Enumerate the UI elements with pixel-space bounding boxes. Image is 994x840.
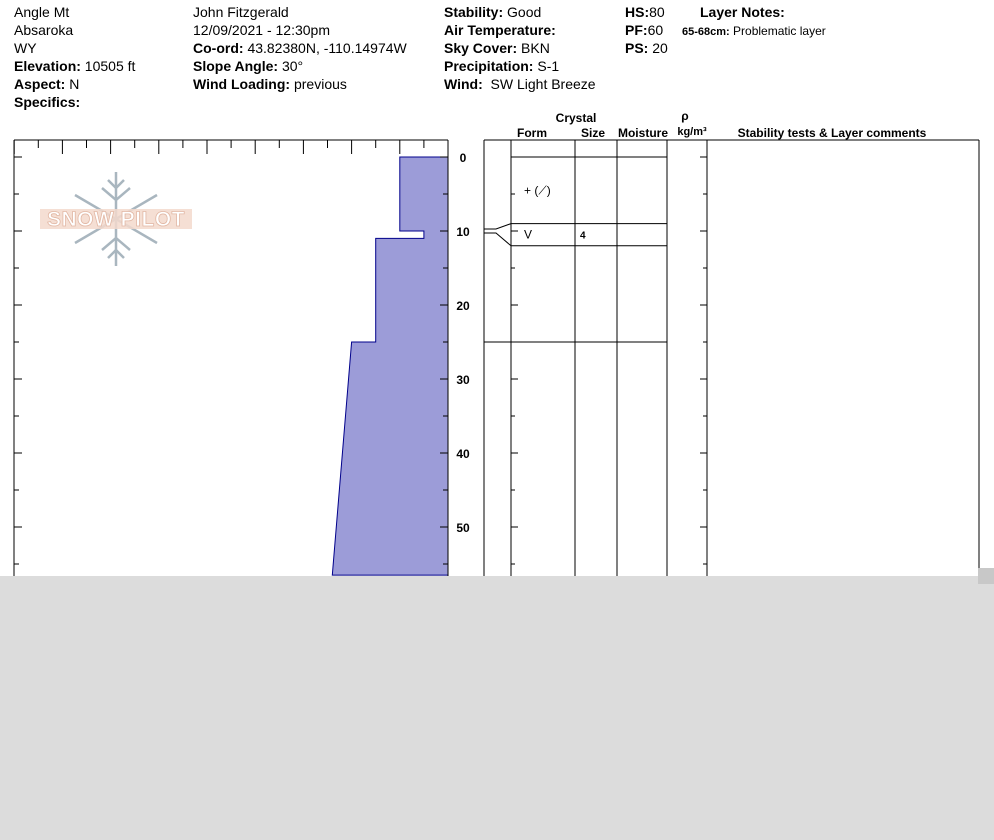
depth-tick-label: 0 bbox=[459, 151, 467, 165]
density-unit: kg/m³ bbox=[677, 126, 707, 138]
layer-note-range: 65-68cm: bbox=[682, 26, 730, 38]
scrollbar-corner[interactable] bbox=[978, 568, 994, 584]
precipitation-label: Precipitation: bbox=[444, 58, 534, 74]
location-name: Angle Mt bbox=[14, 4, 70, 20]
snowpilot-logo bbox=[40, 172, 192, 266]
aspect-value: N bbox=[69, 76, 80, 92]
grain-form-symbol: + (⟋) bbox=[524, 183, 551, 198]
stability-label: Stability: bbox=[444, 4, 504, 20]
specifics-label: Specifics: bbox=[14, 94, 81, 110]
wind-loading-value: previous bbox=[293, 76, 347, 92]
aspect-label: Aspect: bbox=[14, 76, 66, 92]
layer-cells bbox=[524, 183, 586, 241]
slope-value: 30° bbox=[281, 58, 304, 74]
layer-notes-label: Layer Notes: bbox=[700, 4, 785, 20]
ps-label: PS: bbox=[625, 40, 649, 56]
hardness-profile-area bbox=[332, 157, 448, 575]
grain-size-value: 4 bbox=[580, 230, 586, 242]
hs-value: 80 bbox=[649, 4, 665, 20]
layer-connector bbox=[484, 224, 511, 229]
comments-header: Stability tests & Layer comments bbox=[737, 126, 927, 140]
pf-value: 60 bbox=[647, 22, 664, 38]
form-header: Form bbox=[517, 126, 547, 140]
size-header: Size bbox=[580, 126, 606, 140]
depth-tick-label: 30 bbox=[456, 373, 470, 387]
grain-form-symbol: V bbox=[524, 227, 533, 242]
wind-loading-label: Wind Loading: bbox=[193, 76, 291, 92]
elevation-label: Elevation: bbox=[14, 58, 81, 74]
depth-tick-label: 40 bbox=[456, 447, 470, 461]
observation-datetime: 12/09/2021 - 12:30pm bbox=[193, 22, 330, 38]
coord-value: 43.82380N, -110.14974W bbox=[247, 40, 407, 56]
coord-label: Co-ord: bbox=[193, 40, 244, 56]
pf-label: PF: bbox=[625, 22, 648, 38]
slope-label: Slope Angle: bbox=[193, 58, 279, 74]
depth-tick-label: 10 bbox=[456, 225, 470, 239]
state: WY bbox=[14, 40, 37, 56]
elevation-value: 10505 ft bbox=[84, 58, 136, 74]
sky-cover-value: BKN bbox=[521, 40, 550, 56]
depth-axis-labels bbox=[456, 151, 470, 535]
hardness-axis-ticks bbox=[14, 140, 448, 154]
precipitation-value: S-1 bbox=[537, 58, 560, 74]
layer-note-text: Problematic layer bbox=[733, 24, 826, 38]
hs-label: HS: bbox=[625, 4, 650, 20]
air-temp-label: Air Temperature: bbox=[444, 22, 556, 38]
wind-label: Wind: bbox=[444, 76, 483, 92]
logo-text: SNOW PILOT bbox=[47, 208, 185, 231]
depth-tick-label: 20 bbox=[456, 299, 470, 313]
ps-value: 20 bbox=[652, 40, 668, 56]
density-symbol: ρ bbox=[681, 109, 689, 123]
table-depth-ticks bbox=[511, 157, 707, 564]
depth-axis-ticks-left bbox=[14, 157, 22, 564]
depth-tick-label: 50 bbox=[456, 521, 470, 535]
crystal-header: Crystal bbox=[555, 111, 597, 125]
mountain-range: Absaroka bbox=[14, 22, 74, 38]
wind-value: SW Light Breeze bbox=[490, 76, 596, 92]
layer-table-frame bbox=[484, 140, 979, 576]
stability-value: Good bbox=[507, 4, 542, 20]
observer-name: John Fitzgerald bbox=[193, 4, 289, 20]
layer-connector bbox=[484, 233, 511, 246]
sky-cover-label: Sky Cover: bbox=[444, 40, 518, 56]
moisture-header: Moisture bbox=[617, 126, 669, 140]
